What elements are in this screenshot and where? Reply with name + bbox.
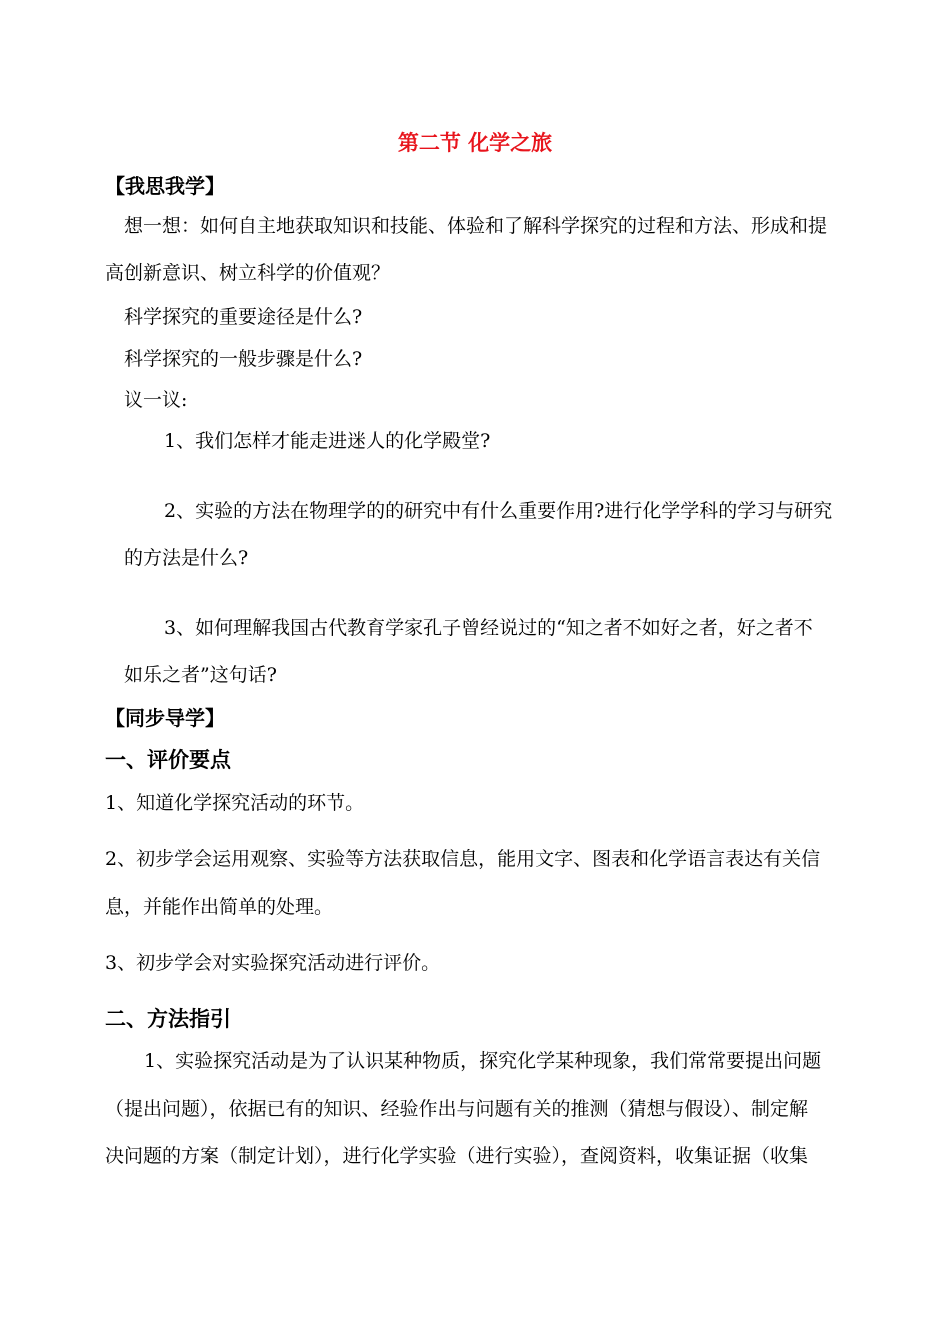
method-paragraph-line: 决问题的方案（制定计划），进行化学实验（进行实验），查阅资料，收集证据（收集 xyxy=(105,1145,809,1167)
question-line: 科学探究的一般步骤是什么? xyxy=(124,348,363,370)
part-heading-method-guide: 二、方法指引 xyxy=(105,1007,231,1031)
key-point-item: 3、初步学会对实验探究活动进行评价。 xyxy=(105,952,441,974)
discuss-item: 1、我们怎样才能走进迷人的化学殿堂? xyxy=(164,430,491,452)
method-paragraph-line: 1、实验探究活动是为了认识某种物质，探究化学某种现象，我们常常要提出问题 xyxy=(144,1050,822,1072)
key-point-item-continuation: 息，并能作出简单的处理。 xyxy=(105,896,334,918)
key-point-item: 1、知道化学探究活动的环节。 xyxy=(105,792,365,814)
discuss-label: 议一议: xyxy=(124,389,188,411)
think-paragraph-line: 想一想：如何自主地获取知识和技能、体验和了解科学探究的过程和方法、形成和提 xyxy=(124,215,828,237)
discuss-item-continuation: 如乐之者”这句话? xyxy=(124,664,277,686)
discuss-item: 2、实验的方法在物理学的的研究中有什么重要作用?进行化学学科的学习与研究 xyxy=(164,500,833,522)
page-title: 第二节 化学之旅 xyxy=(397,131,553,155)
section-heading-reflect: 【我思我学】 xyxy=(105,174,225,198)
part-heading-key-points: 一、评价要点 xyxy=(105,748,231,772)
section-heading-guide: 【同步导学】 xyxy=(105,706,225,730)
think-paragraph-line: 高创新意识、树立科学的价值观？ xyxy=(105,262,391,284)
key-point-item: 2、初步学会运用观察、实验等方法获取信息，能用文字、图表和化学语言表达有关信 xyxy=(105,848,821,870)
method-paragraph-line: （提出问题），依据已有的知识、经验作出与问题有关的推测（猜想与假设）、制定解 xyxy=(105,1098,809,1120)
question-line: 科学探究的重要途径是什么? xyxy=(124,306,363,328)
discuss-item: 3、如何理解我国古代教育学家孔子曾经说过的“知之者不如好之者，好之者不 xyxy=(164,617,813,639)
discuss-item-continuation: 的方法是什么? xyxy=(124,547,249,569)
